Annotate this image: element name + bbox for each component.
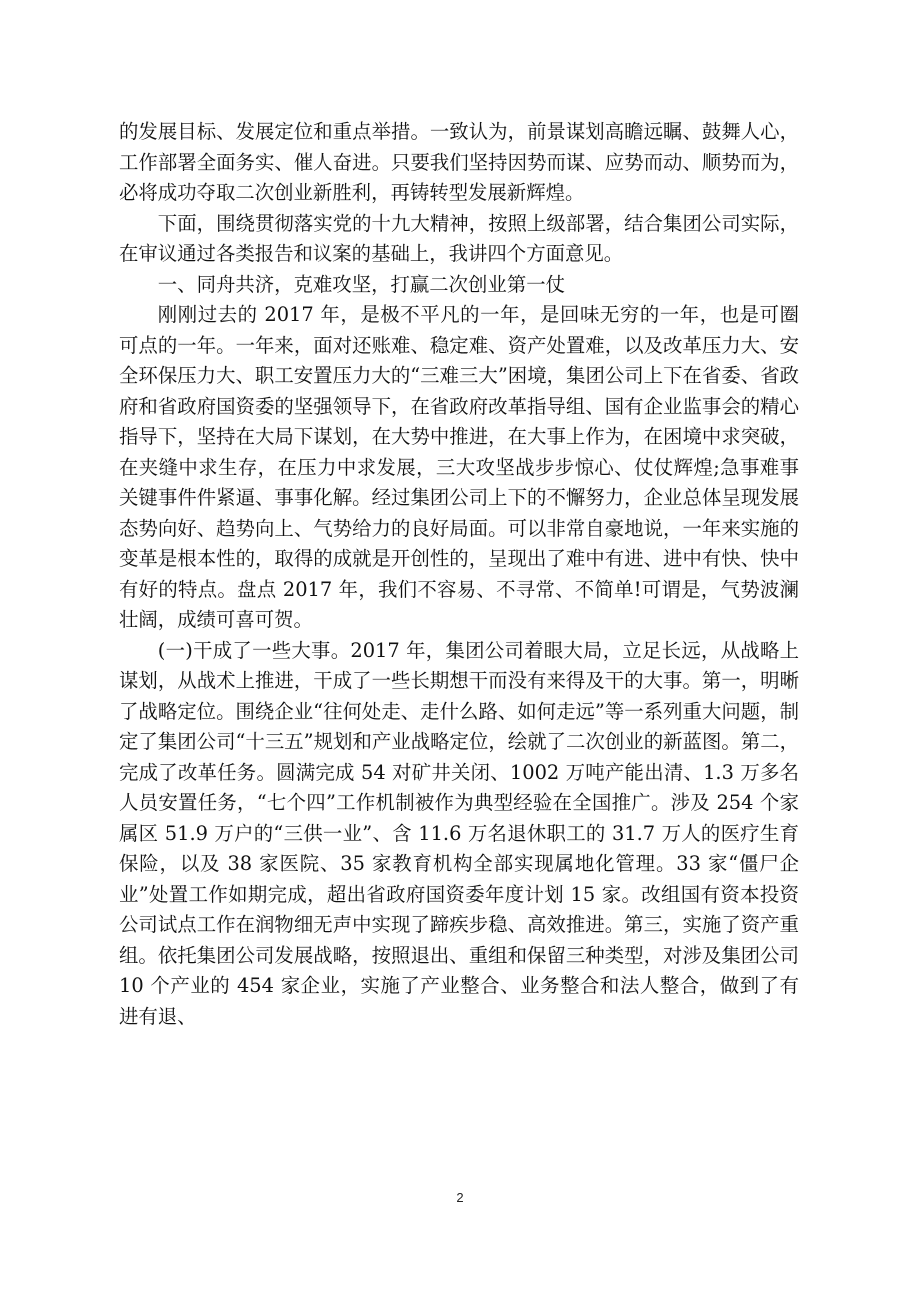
paragraph-review-2017: 刚刚过去的 2017 年，是极不平凡的一年，是回味无穷的一年，也是可圈可点的一年。一年来，面对还账难、稳定难、资产处置难，以及改革压力大、安全环保压力大、职工安置压力大的“三难三大”困境，集团公司上下在省委、省政府和省政府国资委的坚强领导下，在省政府改革指导组、国有企业监事会的精心指导下，坚持在大局下谋划，在大势中推进，在大事上作为，在困境中求突破，在夹缝中求生存，在压力中求发展，三大攻坚战步步惊心、仗仗辉煌;急事难事关键事件件紧逼、事事化解。经过集团公司上下的不懈努力，企业总体呈现发展态势向好、趋势向上、气势给力的良好局面。可以非常自豪地说，一年来实施的变革是根本性的，取得的成就是开创性的，呈现出了难中有进、进中有快、快中有好的特点。盘点 2017 年，我们不容易、不寻常、不简单!可谓是，气势波澜壮阔，成绩可喜可贺。 [119,303,799,631]
paragraph-continuation: 的发展目标、发展定位和重点举措。一致认为，前景谋划高瞻远瞩、鼓舞人心，工作部署全面务实、催人奋进。只要我们坚持因势而谋、应势而动、顺势而为，必将成功夺取二次创业新胜利，再铸转型发展新辉煌。 [119,120,799,204]
paragraph-intro: 下面，围绕贯彻落实党的十九大精神，按照上级部署，结合集团公司实际，在审议通过各类报告和议案的基础上，我讲四个方面意见。 [119,211,799,265]
section-heading: 一、同舟共济，克难攻坚，打赢二次创业第一仗 [157,272,565,296]
page-number: 2 [456,1190,464,1205]
paragraph-major-achievements: (一)干成了一些大事。2017 年，集团公司着眼大局，立足长远，从战略上谋划，从战术上推进，干成了一些长期想干而没有来得及干的大事。第一，明晰了战略定位。围绕企业“往何处走、走什么路、如何走远”等一系列重大问题，制定了集团公司“十三五”规划和产业战略定位，绘就了二次创业的新蓝图。第二，完成了改革任务。圆满完成 54 对矿井关闭、1002 万吨产能出清、1.3 万多名人员安置任务，“七个四”工作机制被作为典型经验在全国推广。涉及 254 个家属区 51.9 万户的“三供一业”、含 11.6 万名退休职工的 31.7 万人的医疗生育保险，以及 38 家医院、35 家教育机构全部实现属地化管理。33 家“僵尸企业”处置工作如期完成，超出省政府国资委年度计划 15 家。改组国有资本投资公司试点工作在润物细无声中实现了蹄疾步稳、高效推进。第三，实施了资产重组。依托集团公司发展战略，按照退出、重组和保留三种类型，对涉及集团公司 10 个产业的 454 家企业，实施了产业整合、业务整合和法人整合，做到了有进有退、 [119,638,799,1028]
body-text [119,117,799,1032]
